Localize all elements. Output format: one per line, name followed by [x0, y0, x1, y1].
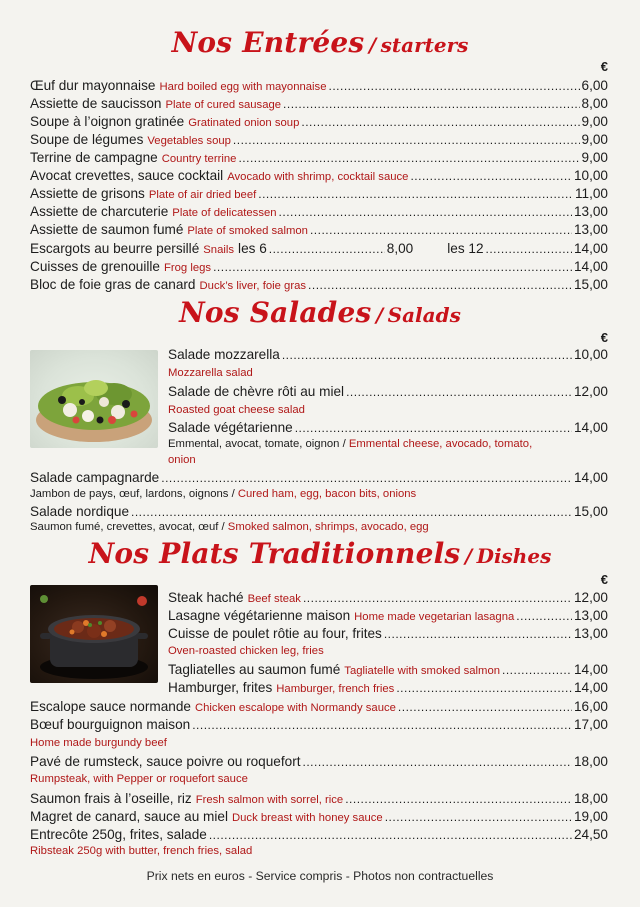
- item-name: Assiette de charcuterie: [30, 204, 169, 219]
- item-price: 13,00: [573, 204, 608, 219]
- item-translation: Home made vegetarian lasagna: [354, 611, 515, 623]
- menu-item: [30, 716, 608, 734]
- item-price: 14,00: [573, 680, 608, 695]
- item-name: Œuf dur mayonnaise: [30, 78, 156, 93]
- item-translation-line: [168, 643, 324, 660]
- item-name: Soupe à l’oignon gratinée: [30, 114, 185, 129]
- menu-item: [30, 221, 608, 239]
- dot-leader: [310, 221, 572, 239]
- menu-item: [30, 95, 608, 113]
- heading-plats: [0, 537, 640, 570]
- dot-leader: [328, 77, 579, 95]
- portion-label: les 12: [447, 241, 484, 256]
- dot-leader: [346, 383, 572, 401]
- item-price: 16,00: [573, 699, 608, 714]
- menu-item: [30, 167, 608, 185]
- heading-separator: /: [464, 544, 473, 568]
- item-price: 14,00: [573, 420, 608, 435]
- item-price: 14,00: [573, 662, 608, 677]
- item-name: Soupe de légumes: [30, 132, 144, 147]
- item-translation: Country terrine: [161, 153, 237, 165]
- item-name: Terrine de campagne: [30, 150, 158, 165]
- menu-item: [168, 383, 608, 401]
- heading-separator: /: [368, 33, 377, 57]
- item-price: 12,00: [573, 590, 608, 605]
- item-price: 11,00: [574, 186, 608, 201]
- heading-entrees: [0, 26, 640, 59]
- item-name: Lasagne végétarienne maison: [168, 608, 351, 623]
- menu-item: [30, 113, 608, 131]
- item-price: 6,00: [581, 78, 608, 93]
- item-price: 24,50: [573, 827, 608, 842]
- item-translation: Hamburger, french fries: [276, 683, 395, 695]
- menu-item: [168, 607, 608, 625]
- menu-item: [30, 790, 608, 808]
- item-translation: Beef steak: [247, 593, 301, 605]
- item-price: 18,00: [573, 754, 608, 769]
- item-translation-line: [30, 771, 248, 788]
- item-name: Cuisses de grenouille: [30, 259, 160, 274]
- dot-leader: [258, 185, 573, 203]
- item-translation: Hard boiled egg with mayonnaise: [159, 81, 327, 93]
- item-translation: Chicken escalope with Normandy sauce: [194, 702, 396, 714]
- item-translation-line: [168, 365, 253, 382]
- item-translation: Vegetables soup: [147, 135, 231, 147]
- item-translation-line: [30, 843, 252, 860]
- salad-bowl-photo: [30, 350, 158, 448]
- heading-salades-fr: Nos Salades: [179, 296, 372, 329]
- item-translation-line: [168, 402, 305, 419]
- item-price: 14,00: [573, 470, 608, 485]
- item-translation: Mozzarella salad: [168, 367, 253, 379]
- menu-item: [30, 698, 608, 716]
- item-name: Escargots au beurre persillé: [30, 241, 200, 256]
- item-name: Salade végétarienne: [168, 420, 293, 435]
- item-price: 15,00: [573, 277, 608, 292]
- dot-leader: [303, 753, 572, 771]
- dot-leader: [410, 167, 572, 185]
- stew-pot-image: [30, 585, 158, 683]
- item-translation: Plate of air dried beef: [148, 189, 257, 201]
- menu-item: [30, 149, 608, 167]
- dot-leader: [295, 419, 572, 437]
- menu-item: [168, 346, 608, 364]
- item-description-line: [30, 519, 429, 536]
- item-translation: Duck breast with honey sauce: [231, 812, 383, 824]
- item-price: 13,00: [573, 608, 608, 623]
- item-price: 10,00: [573, 347, 608, 362]
- currency-label: €: [600, 330, 608, 345]
- item-translation: Plate of smoked salmon: [187, 225, 308, 237]
- dot-leader: [283, 95, 579, 113]
- item-name: Hamburger, frites: [168, 680, 273, 695]
- item-name: Saumon frais à l’oseille, riz: [30, 791, 192, 806]
- heading-plats-en: Dishes: [476, 544, 552, 568]
- dot-leader: [502, 661, 572, 679]
- item-price: 13,00: [573, 626, 608, 641]
- item-price: 13,00: [573, 222, 608, 237]
- item-price: 17,00: [573, 717, 608, 732]
- menu-item: [168, 625, 608, 643]
- item-price: 14,00: [573, 259, 608, 274]
- portion-label: les 6: [238, 241, 267, 256]
- dot-leader: [303, 589, 572, 607]
- dot-leader: [161, 469, 572, 487]
- beef-stew-pot-photo: [30, 585, 158, 683]
- dot-leader: [385, 808, 572, 826]
- menu-item: [168, 679, 608, 697]
- item-description-line: [168, 436, 532, 453]
- dot-leader: [192, 716, 572, 734]
- item-translation: Snails: [203, 244, 235, 256]
- dot-leader: [209, 826, 572, 844]
- dot-leader: [345, 790, 572, 808]
- heading-separator: /: [375, 303, 384, 327]
- item-description: Saumon fumé, crevettes, avocat, œuf /: [30, 521, 225, 533]
- item-name: Salade nordique: [30, 504, 130, 519]
- item-name: Steak haché: [168, 590, 244, 605]
- menu-item: [168, 661, 608, 679]
- item-name: Magret de canard, sauce au miel: [30, 809, 228, 824]
- menu-item: [30, 203, 608, 221]
- salad-bowl-image: [30, 350, 158, 448]
- item-translation: Oven-roasted chicken leg, fries: [168, 645, 324, 657]
- heading-salades-en: Salads: [387, 303, 461, 327]
- item-name: Salade campagnarde: [30, 470, 160, 485]
- dot-leader: [384, 625, 572, 643]
- currency-label: €: [600, 572, 608, 587]
- item-translation: Roasted goat cheese salad: [168, 404, 305, 416]
- heading-salades: [0, 296, 640, 329]
- menu-item: [30, 77, 608, 95]
- item-name: Bœuf bourguignon maison: [30, 717, 191, 732]
- dot-leader: [269, 240, 385, 258]
- item-name: Escalope sauce normande: [30, 699, 191, 714]
- dot-leader: [398, 698, 572, 716]
- item-translation: Cured ham, egg, bacon bits, onions: [237, 488, 417, 500]
- heading-plats-fr: Nos Plats Traditionnels: [88, 537, 461, 570]
- menu-item: [30, 276, 608, 294]
- item-translation: onion: [168, 454, 196, 466]
- item-description: Jambon de pays, œuf, lardons, oignons /: [30, 488, 235, 500]
- menu-item: [168, 419, 608, 437]
- item-price: 10,00: [573, 168, 608, 183]
- item-name: Pavé de rumsteck, sauce poivre ou roquefort: [30, 754, 301, 769]
- dot-leader: [486, 240, 572, 258]
- currency-label: €: [600, 59, 608, 74]
- menu-item: [30, 185, 608, 203]
- menu-item: [30, 826, 608, 844]
- item-translation: Duck’s liver, foie gras: [199, 280, 307, 292]
- item-name: Assiette de grisons: [30, 186, 145, 201]
- item-name: Assiette de saumon fumé: [30, 222, 184, 237]
- item-name: Cuisse de poulet rôtie au four, frites: [168, 626, 382, 641]
- item-translation: Home made burgundy beef: [30, 737, 167, 749]
- menu-item: [30, 469, 608, 487]
- dot-leader: [516, 607, 572, 625]
- heading-entrees-en: starters: [380, 33, 469, 57]
- item-name: Entrecôte 250g, frites, salade: [30, 827, 207, 842]
- item-translation: Plate of cured sausage: [165, 99, 282, 111]
- menu-item: [168, 589, 608, 607]
- heading-entrees-fr: Nos Entrées: [171, 26, 365, 59]
- item-price: 18,00: [573, 791, 608, 806]
- item-translation: Avocado with shrimp, cocktail sauce: [227, 171, 409, 183]
- menu-item: [30, 131, 608, 149]
- item-description-line: [30, 486, 416, 503]
- item-translation: Frog legs: [163, 262, 212, 274]
- dot-leader: [279, 203, 572, 221]
- item-name: Bloc de foie gras de canard: [30, 277, 196, 292]
- dot-leader: [233, 131, 580, 149]
- menu-item: [30, 258, 608, 276]
- item-price: 9,00: [581, 114, 608, 129]
- item-translation: Smoked salmon, shrimps, avocado, egg: [227, 521, 429, 533]
- item-price: 15,00: [573, 504, 608, 519]
- item-description: Emmental, avocat, tomate, oignon /: [168, 438, 346, 450]
- item-translation: Plate of delicatessen: [172, 207, 277, 219]
- item-price: 8,00: [581, 96, 608, 111]
- menu-item: [30, 753, 608, 771]
- item-name: Salade de chèvre rôti au miel: [168, 384, 345, 399]
- item-translation: Emmental cheese, avocado, tomato,: [348, 438, 533, 450]
- dot-leader: [238, 149, 579, 167]
- menu-item: [30, 808, 608, 826]
- item-translation: Tagliatelle with smoked salmon: [344, 665, 501, 677]
- dot-leader: [282, 346, 572, 364]
- item-name: Assiette de saucisson: [30, 96, 162, 111]
- item-price: 9,00: [581, 150, 608, 165]
- item-translation: Gratinated onion soup: [188, 117, 300, 129]
- item-price: 8,00: [386, 241, 414, 256]
- footer-note: Prix nets en euros - Service compris - Photos non contractuelles: [146, 869, 494, 883]
- item-price: 19,00: [573, 809, 608, 824]
- dot-leader: [301, 113, 579, 131]
- item-translation: Ribsteak 250g with butter, french fries, salad: [30, 845, 253, 857]
- item-name: Tagliatelles au saumon fumé: [168, 662, 341, 677]
- dot-leader: [213, 258, 572, 276]
- dot-leader: [396, 679, 572, 697]
- dot-leader: [308, 276, 572, 294]
- item-name: Avocat crevettes, sauce cocktail: [30, 168, 224, 183]
- item-price: 14,00: [573, 241, 608, 256]
- item-translation-line: [30, 735, 167, 752]
- item-price: 9,00: [581, 132, 608, 147]
- item-price: 12,00: [573, 384, 608, 399]
- item-translation-line: [168, 452, 196, 469]
- menu-item-escargots: [30, 240, 608, 258]
- item-name: Salade mozzarella: [168, 347, 280, 362]
- item-translation: Rumpsteak, with Pepper or roquefort sauce: [30, 773, 248, 785]
- item-translation: Fresh salmon with sorrel, rice: [195, 794, 344, 806]
